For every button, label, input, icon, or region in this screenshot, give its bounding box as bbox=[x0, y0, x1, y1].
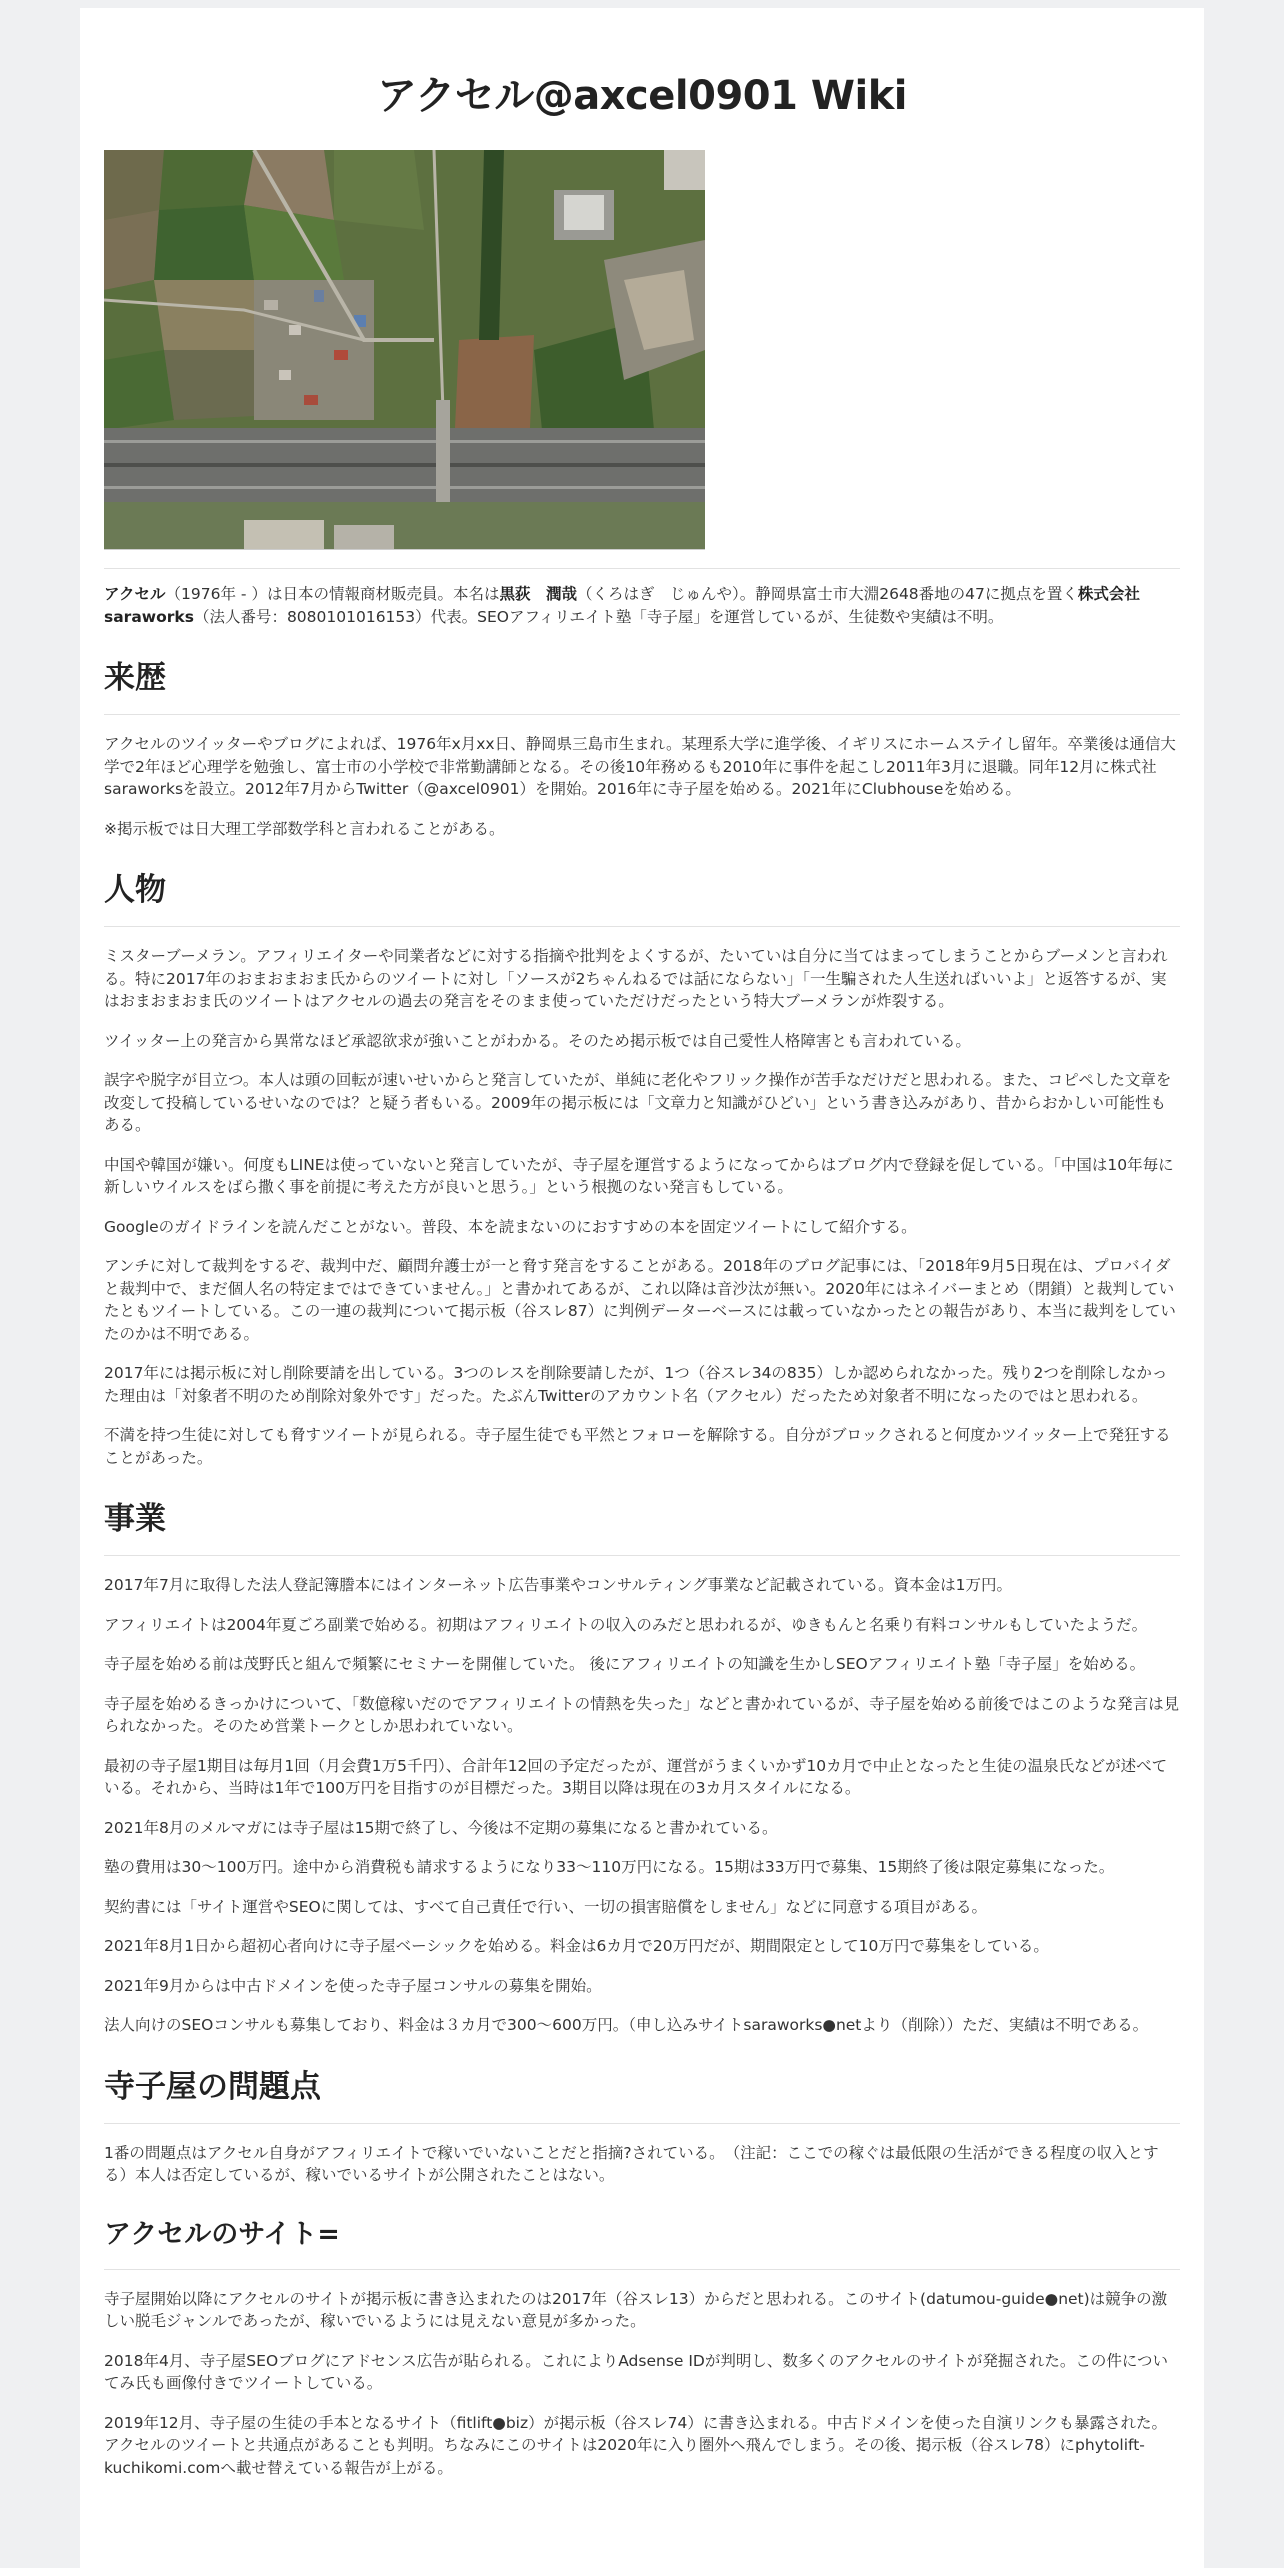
sites-paragraph: 寺子屋開始以降にアクセルのサイトが掲示板に書き込まれたのは2017年（谷スレ13）からだと思われる。このサイト(datumou-guide●net)は競争の激しい脱毛ジャンルであったが、稼いでいるようには見えない意見が多かった。 bbox=[104, 2289, 1168, 2330]
person-paragraph: 誤字や脱字が目立つ。本人は頭の回転が速いせいからと発言していたが、単純に老化やフリック操作が苦手なだけだと思われる。また、コピペした文章を改変して投稿しているせいなのでは？と疑う者もいる。2009年の掲示板には「文章力と知識がひどい」という書き込みがあり、昔からおかしい可能性もある。 bbox=[104, 1071, 1172, 1134]
divider bbox=[104, 2269, 1180, 2270]
divider bbox=[104, 568, 1180, 569]
business-paragraph: 寺子屋を始める前は茂野氏と組んで頻繁にセミナーを開催していた。 後にアフィリエイトの知識を生かしSEOアフィリエイト塾「寺子屋」を始める。 bbox=[104, 1655, 1146, 1673]
section-heading-history: 来歴 bbox=[104, 660, 166, 696]
divider bbox=[104, 1555, 1180, 1556]
person-paragraph: 不満を持つ生徒に対しても脅すツイートが見られる。寺子屋生徒でも平然とフォローを解除する。自分がブロックされると何度かツイッター上で発狂することがあった。 bbox=[104, 1426, 1171, 1467]
business-paragraph: 契約書には「サイト運営やSEOに関しては、すべて自己責任で行い、一切の損害賠償をしません」などに同意する項目がある。 bbox=[104, 1897, 987, 1916]
real-name: 黒荻 潤哉 bbox=[499, 585, 577, 603]
person-paragraph: ツイッター上の発言から異常なほど承認欲求が強いことがわかる。そのため掲示板では自己愛性人格障害とも言われている。 bbox=[104, 1031, 971, 1050]
business-paragraph: 2017年7月に取得した法人登記簿謄本にはインターネット広告事業やコンサルティング事業など記載されている。資本金は1万円。 bbox=[104, 1576, 1012, 1594]
person-paragraph: Googleのガイドラインを読んだことがない。普段、本を読まないのにおすすめの本を固定ツイートにして紹介する。 bbox=[104, 1217, 917, 1236]
sites-paragraph: 2018年4月、寺子屋SEOブログにアドセンス広告が貼られる。これによりAdsense IDが判明し、数多くのアクセルのサイトが発掘された。この件についてみ氏も画像付きでツイートしている。 bbox=[104, 2351, 1169, 2392]
person-paragraph: 中国や韓国が嫌い。何度もLINEは使っていないと発言していたが、寺子屋を運営するようになってからはブログ内で登録を促している。「中国は10年毎に新しいウイルスをばら撒く事を前提に考えた方が良いと思う。」という根拠のない発言もしている。 bbox=[104, 1155, 1174, 1196]
business-paragraph: 2021年9月からは中古ドメインを使った寺子屋コンサルの募集を開始。 bbox=[104, 1976, 602, 1995]
section-heading-person: 人物 bbox=[104, 872, 166, 908]
history-paragraph: ※掲示板では日大理工学部数学科と言われることがある。 bbox=[104, 819, 505, 838]
divider bbox=[104, 2123, 1180, 2124]
business-paragraph: 2021年8月1日から超初心者向けに寺子屋ベーシックを始める。料金は6カ月で20万円だが、期間限定として10万円で募集をしている。 bbox=[104, 1937, 1049, 1955]
company-name: 株式会社saraworks bbox=[104, 585, 1140, 626]
intro-paragraph: アクセル（1976年 - ）は日本の情報商材販売員。本名は黒荻 潤哉（くろはぎ じゅんや）。静岡県富士市大淵2648番地の47に拠点を置く株式会社saraworks（法人番号：8080101016153）代表。SEOアフィリエイト塾「寺子屋」を運営しているが、生徒数や実績は不明。 bbox=[104, 585, 1140, 626]
wiki-page bbox=[80, 8, 1204, 2568]
business-paragraph: 最初の寺子屋1期目は毎月1回（月会費1万5千円）、合計年12回の予定だったが、運営がうまくいかず10カ月で中止となったと生徒の温泉氏などが述べている。それから、当時は1年で100万円を目指すのが目標だった。3期目以降は現在の3カ月スタイルになる。 bbox=[104, 1756, 1168, 1797]
divider bbox=[104, 714, 1180, 715]
section-heading-problems: 寺子屋の問題点 bbox=[104, 2068, 321, 2105]
page-title: アクセル@axcel0901 Wiki bbox=[376, 73, 908, 119]
subsection-heading-sites: アクセルのサイト= bbox=[104, 2218, 340, 2250]
person-paragraph: ミスターブーメラン。アフィリエイターや同業者などに対する指摘や批判をよくするが、たいていは自分に当てはまってしまうことからブーメンと言われる。特に2017年のおまおまおま氏からのツイートに対し「ソースが2ちゃんねるでは話にならない」「一生騙された人生送ればいいよ」と返答するが、実はおまおまおま氏のツイートはアクセルの過去の発言をそのまま使っていただけだったという特大ブーメランが炸裂する。 bbox=[104, 947, 1168, 1010]
subject-name: アクセル bbox=[104, 585, 166, 603]
sites-paragraph: 2019年12月、寺子屋の生徒の手本となるサイト（fitlift●biz）が掲示板（谷スレ74）に書き込まれる。中古ドメインを使った自演リンクも暴露された。アクセルのツイートと共通点があることも判明。ちなみにこのサイトは2020年に入り圏外へ飛んでしまう。その後、掲示板（谷スレ78）にphytolift-kuchikomi.comへ載せ替えている報告が上がる。 bbox=[104, 2413, 1168, 2477]
business-paragraph: 2021年8月のメルマガには寺子屋は15期で終了し、今後は不定期の募集になると書かれている。 bbox=[104, 1818, 778, 1837]
person-paragraph: 2017年には掲示板に対し削除要請を出している。3つのレスを削除要請したが、1つ（谷スレ34の835）しか認められなかった。残り2つを削除しなかった理由は「対象者不明のため削除対象外です」だった。たぶんTwitterのアカウント名（アクセル）だったため対象者不明になったのではと思われる。 bbox=[104, 1364, 1168, 1405]
business-paragraph: 塾の費用は30～100万円。途中から消費税も請求するようになり33～110万円になる。15期は33万円で募集、15期終了後は限定募集になった。 bbox=[104, 1858, 1115, 1876]
problems-paragraph: 1番の問題点はアクセル自身がアフィリエイトで稼いでいないことだと指摘?されている。 （注記：ここでの稼ぐは最低限の生活ができる程度の収入とする）本人は否定しているが、稼いでいるサイトが公開されたことはない。 bbox=[104, 2143, 1159, 2184]
aerial-photo bbox=[104, 150, 705, 550]
section-heading-business: 事業 bbox=[104, 1501, 166, 1537]
divider bbox=[104, 926, 1180, 927]
article bbox=[104, 8, 1180, 2479]
business-paragraph: 法人向けのSEOコンサルも募集しており、料金は３カ月で300～600万円。（申し込みサイトsaraworks●netより（削除））ただ、実績は不明である。 bbox=[104, 2016, 1149, 2034]
business-paragraph: 寺子屋を始めるきっかけについて、「数億稼いだのでアフィリエイトの情熱を失った」などと書かれているが、寺子屋を始める前後ではこのような発言は見られなかった。そのため営業トークとしか思われていない。 bbox=[104, 1694, 1180, 1735]
person-paragraph: アンチに対して裁判をするぞ、裁判中だ、顧問弁護士が一と脅す発言をすることがある。2018年のブログ記事には、「2018年9月5日現在は、プロバイダと裁判中で、まだ個人名の特定まではできていません。」と書かれてあるが、これ以降は音沙汰が無い。2020年にはネイバーまとめ（閉鎖）と裁判していたともツイートしている。この一連の裁判について掲示板（谷スレ87）に判例データーベースには載っていなかったとの報告があり、本当に裁判をしていたのかは不明である。 bbox=[104, 1257, 1176, 1343]
business-paragraph: アフィリエイトは2004年夏ごろ副業で始める。初期はアフィリエイトの収入のみだと思われるが、ゆきもんと名乗り有料コンサルもしていたようだ。 bbox=[104, 1615, 1148, 1634]
history-paragraph: アクセルのツイッターやブログによれば、1976年x月xx日、静岡県三島市生まれ。某理系大学に進学後、イギリスにホームステイし留年。卒業後は通信大学で2年ほど心理学を勉強し、富士市の小学校で非常勤講師となる。その後10年務めるも2010年に事件を起こし2011年3月に退職。同年12月に株式社saraworksを設立。2012年7月からTwitter（@axcel0901）を開始。2016年に寺子屋を始める。2021年にClubhouseを始める。 bbox=[104, 735, 1176, 798]
